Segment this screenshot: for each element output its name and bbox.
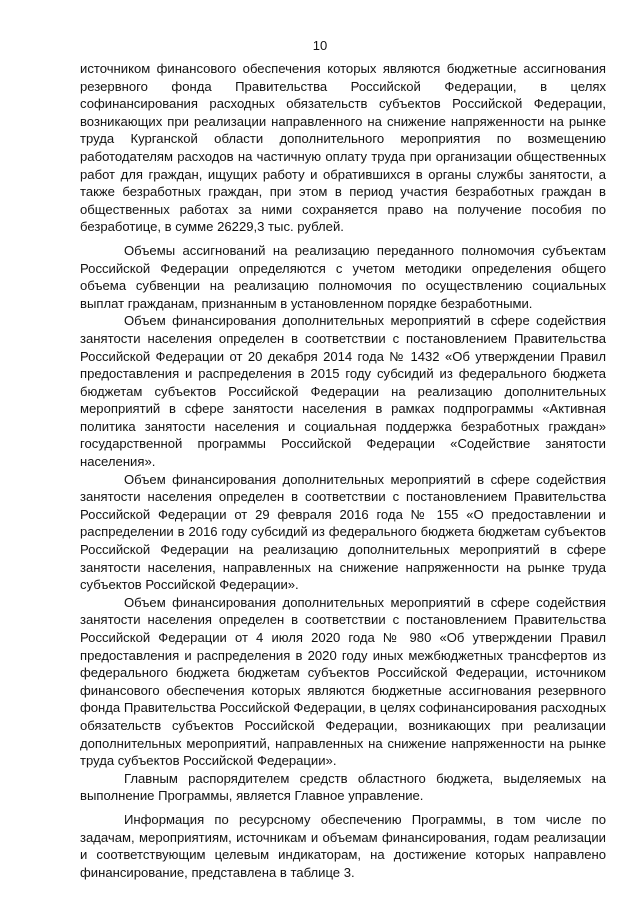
document-body [80, 60, 606, 881]
paragraph-funding-2014: Объем финансирования дополнительных мероприятий в сфере содействия занятости населения определен в соответствии с постановлением Правительства Российской Федерации от 20 декабря 2014 года № 1432 «Об утверждении Правил предоставления и распределения в 2015 году субсидий из федерального бюджета бюджетам субъектов Российской Федерации на реализацию дополнительных мероприятий в сфере занятости населения в рамках подпрограммы «Активная политика занятости населения и социальная поддержка безработных граждан» государственной программы Российской Федерации «Содействие занятости населения». [80, 313, 606, 470]
paragraph-funding-2016: Объем финансирования дополнительных мероприятий в сфере содействия занятости населения определен в соответствии с постановлением Правительства Российской Федерации от 29 февраля 2016 года № 155 «О предоставлении и распределении в 2016 году субсидий из федерального бюджета бюджетам субъектов Российской Федерации на реализацию дополнительных мероприятий в сфере занятости населения, направленных на снижение напряженности на рынке труда субъектов Российской Федерации». [80, 471, 606, 593]
paragraph-resource-info: Информация по ресурсному обеспечению Программы, в том числе по задачам, мероприятиям, источникам и объемам финансирования, годам реализации и соответствующим целевым индикаторам, на достижение которых направлено финансирование, представлена в таблице 3. [80, 811, 606, 880]
paragraph-continuation: источником финансового обеспечения которых являются бюджетные ассигнования резервного фонда Правительства Российской Федерации, в целях софинансирования расходных обязательств субъектов Российской Федерации, возникающих при реализации направленного на снижение напряженности на рынке труда Курганской области дополнительного мероприятия по возмещению работодателям расходов на частичную оплату труда при организации общественных работ для граждан, ищущих работу и обратившихся в органы службы занятости, а также безработных граждан, при этом в период участия безработных граждан в общественных работах за ними сохраняется право на получение пособия по безработице, в сумме 26229,3 тыс. рублей. [80, 61, 606, 235]
page-number: 10 [312, 38, 328, 53]
paragraph-main-manager: Главным распорядителем средств областного бюджета, выделяемых на выполнение Программы, является Главное управление. [80, 770, 606, 804]
paragraph-funding-2020: Объем финансирования дополнительных мероприятий в сфере содействия занятости населения определен в соответствии с постановлением Правительства Российской Федерации от 4 июля 2020 года № 980 «Об утверждении Правил предоставления и распределения в 2020 году иных межбюджетных трансфертов из федерального бюджета бюджетам субъектов Российской Федерации, источником финансового обеспечения которых являются бюджетные ассигнования резервного фонда Правительства Российской Федерации, в целях софинансирования расходных обязательств субъектов Российской Федерации, возникающих при реализации дополнительных мероприятий, направленных на снижение напряженности на рынке труда субъектов Российской Федерации». [80, 594, 606, 769]
paragraph-subvention-volume: Объемы ассигнований на реализацию переданного полномочия субъектам Российской Федерации определяются с учетом методики определения общего объема субвенции на реализацию полномочия по осуществлению социальных выплат гражданам, признанным в установленном порядке безработными. [80, 242, 606, 311]
